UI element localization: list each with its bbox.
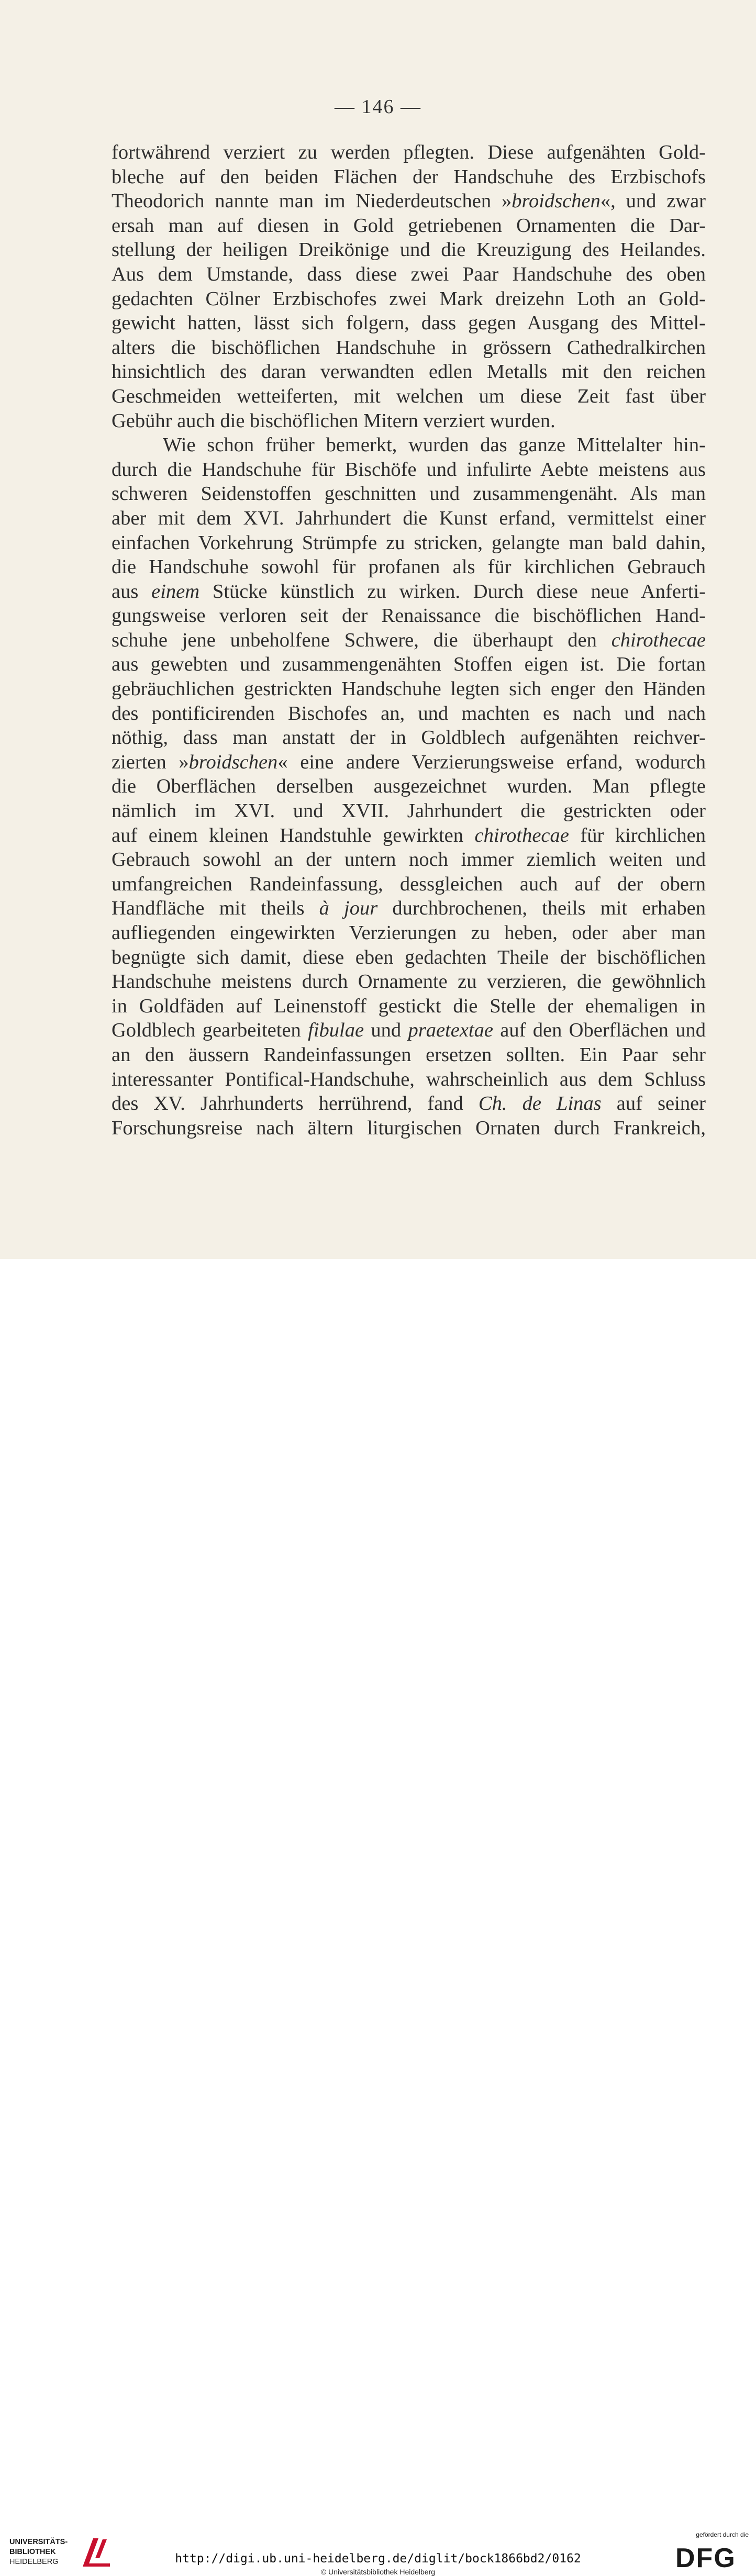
text-line: Forschungsreise nach ältern liturgischen Ornaten durch Frankreich,: [112, 1117, 706, 1139]
text-line: Wie schon früher bemerkt, wurden das ganze Mittelalter hin-: [163, 434, 706, 456]
text-line: aus gewebten und zusammengenähten Stoffen eigen ist. Die fortan: [112, 653, 706, 676]
text-line: alters die bischöflichen Handschuhe in grössern Cathedralkirchen: [112, 336, 706, 359]
library-name-line2: BIBLIOTHEK: [9, 2548, 56, 2556]
italic-term: à jour: [319, 897, 378, 920]
italic-term: praetextae: [408, 1019, 493, 1042]
text-line: gedachten Cölner Erzbischofes zwei Mark dreizehn Loth an Gold-: [112, 287, 706, 310]
text-line: aufliegenden eingewirkten Verzierungen zu heben, oder aber man: [112, 922, 706, 944]
text-line: umfangreichen Randeinfassung, dessgleichen auch auf der obern: [112, 873, 706, 895]
text-line: nämlich im XVI. und XVII. Jahrhundert die gestrickten oder: [112, 800, 706, 822]
text-line: auf einem kleinen Handstuhle gewirkten chirothecae für kirchlichen: [112, 824, 706, 846]
text-line: Theodorich nannte man im Niederdeutschen »broidschen«, und zwar: [112, 190, 706, 213]
dfg-caption: gefördert durch die: [696, 2531, 749, 2538]
text-line: Geschmeiden wetteiferten, mit welchen um diese Zeit fast über: [112, 385, 706, 407]
italic-term: chirothecae: [474, 824, 569, 846]
text-line: gebräuchlichen gestrickten Handschuhe legten sich enger den Händen: [112, 678, 706, 700]
text-line: fortwährend verziert zu werden pflegten. Diese aufgenähten Gold-: [112, 141, 706, 163]
permalink-url[interactable]: http://digi.ub.uni-heidelberg.de/diglit/bock1866bd2/0162: [175, 2552, 581, 2566]
text-line: nöthig, dass man anstatt der in Goldblech aufgenähten reichver-: [112, 727, 706, 749]
text-line: Goldblech gearbeiteten fibulae und praetextae auf den Oberflächen und: [112, 1019, 706, 1042]
text-line: Gebrauch sowohl an der untern noch immer ziemlich weiten und: [112, 849, 706, 871]
body-text: [112, 140, 706, 1140]
library-name-line3: HEIDELBERG: [9, 2558, 59, 2566]
text-line: einfachen Vorkehrung Strümpfe zu stricken, gelangte man bald dahin,: [112, 531, 706, 554]
dfg-wordmark: DFG: [675, 2543, 736, 2573]
text-line: die Handschuhe sowohl für profanen als für kirchlichen Gebrauch: [112, 556, 706, 578]
copyright-notice: © Universitätsbibliothek Heidelberg: [320, 2568, 436, 2576]
text-line: aus einem Stücke künstlich zu wirken. Durch diese neue Anferti-: [112, 580, 706, 603]
text-line: aber mit dem XVI. Jahrhundert die Kunst erfand, vermittelst einer: [112, 507, 706, 529]
text-line: bleche auf den beiden Flächen der Handschuhe des Erzbischofs: [112, 165, 706, 188]
text-line: Gebühr auch die bischöflichen Mitern verziert wurden.: [112, 409, 555, 432]
italic-term: broidschen: [188, 751, 278, 773]
text-line: schweren Seidenstoffen geschnitten und zusammengenäht. Als man: [112, 483, 706, 505]
dfg-logo[interactable]: [670, 2531, 749, 2573]
text-line: des XV. Jahrhunderts herrührend, fand Ch. de Linas auf seiner: [112, 1092, 706, 1115]
scanned-page: [0, 0, 756, 1259]
text-line: ersah man auf diesen in Gold getriebenen Ornamenten die Dar-: [112, 214, 706, 237]
text-line: in Goldfäden auf Leinenstoff gestickt die Stelle der ehemaligen in: [112, 995, 706, 1017]
text-line: des pontificirenden Bischofes an, und machten es nach und nach: [112, 702, 706, 724]
italic-term: chirothecae: [611, 629, 706, 651]
text-line: stellung der heiligen Dreikönige und die Kreuzigung des Heilandes.: [112, 239, 706, 261]
text-line: gungsweise verloren seit der Renaissance die bischöflichen Hand-: [112, 605, 706, 627]
text-line: schuhe jene unbeholfene Schwere, die überhaupt den chirothecae: [112, 629, 706, 651]
text-line: Aus dem Umstande, dass diese zwei Paar Handschuhe des oben: [112, 263, 706, 285]
page-number: — 146 —: [335, 96, 421, 118]
library-name-line1: UNIVERSITÄTS-: [9, 2538, 68, 2546]
italic-term: broidschen: [512, 190, 601, 213]
text-line: die Oberflächen derselben ausgezeichnet wurden. Man pflegte: [112, 775, 706, 798]
footer: [0, 1259, 756, 2576]
italic-term: fibulae: [308, 1019, 364, 1042]
text-line: an den äussern Randeinfassungen ersetzen sollten. Ein Paar sehr: [112, 1043, 706, 1066]
text-line: gewicht hatten, lässt sich folgern, dass gegen Ausgang des Mittel-: [112, 312, 706, 334]
text-line: hinsichtlich des daran verwandten edlen Metalls mit den reichen: [112, 361, 706, 383]
text-line: durch die Handschuhe für Bischöfe und infulirte Aebte meistens aus: [112, 458, 706, 481]
italic-term: einem: [151, 580, 200, 603]
text-line: Handfläche mit theils à jour durchbrochenen, theils mit erhaben: [112, 897, 706, 920]
text-line: begnügte sich damit, diese eben gedachten Theile der bischöflichen: [112, 946, 706, 968]
text-line: zierten »broidschen« eine andere Verzierungsweise erfand, wodurch: [112, 751, 706, 773]
text-line: interessanter Pontifical-Handschuhe, wahrscheinlich aus dem Schluss: [112, 1068, 706, 1090]
italic-term: Ch. de Linas: [478, 1092, 602, 1115]
text-line: Handschuhe meistens durch Ornamente zu verzieren, die gewöhnlich: [112, 971, 706, 993]
